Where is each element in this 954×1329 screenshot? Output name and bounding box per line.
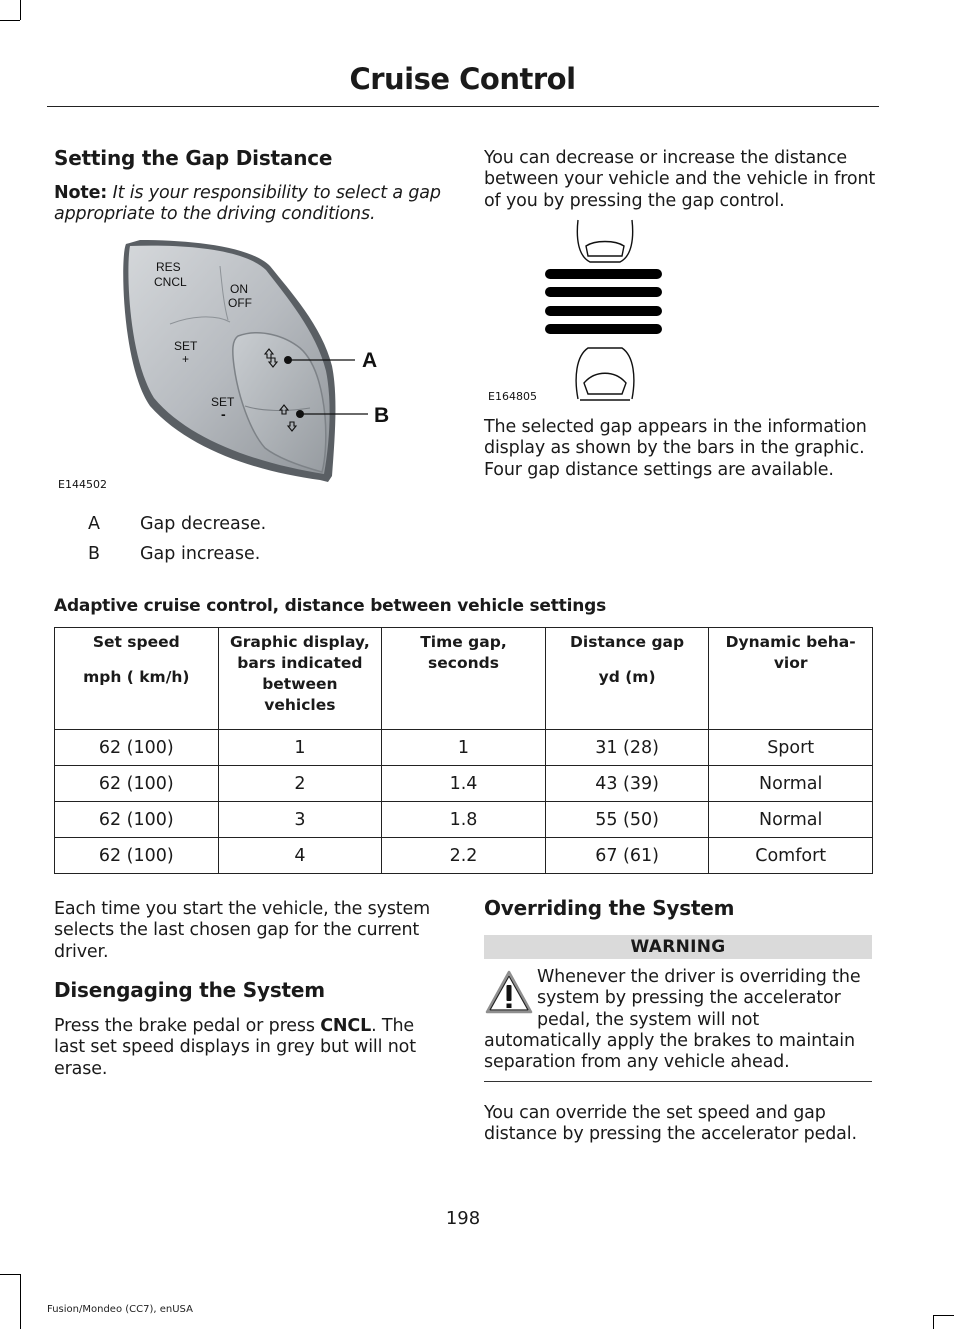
gap-control-intro: You can decrease or increase the distance between your vehicle and the vehicle in front of you by pressing the gap control.: [484, 148, 876, 211]
table-header-row: [55, 628, 873, 730]
header-set-speed: [55, 628, 219, 730]
crop-mark: [0, 20, 20, 21]
table-row: [55, 838, 873, 874]
cell-bars: 3: [218, 802, 382, 838]
header-sub: yd (m): [598, 668, 656, 686]
gap-bar: [545, 287, 662, 297]
title-divider: [47, 106, 879, 107]
header-graphic-display: [218, 628, 382, 730]
cell-distance-gap: 67 (61): [545, 838, 709, 874]
warning-divider: [484, 1081, 872, 1082]
legend-text: Gap increase.: [140, 544, 261, 564]
legend-item-a: [54, 509, 266, 539]
note: [54, 183, 449, 226]
cell-bars: 4: [218, 838, 382, 874]
warning-triangle-icon: [484, 967, 534, 1025]
disengaging-paragraph: [54, 1016, 449, 1080]
gap-bar: [545, 324, 662, 334]
steering-wheel-switch-figure: [110, 236, 410, 486]
override-paragraph: You can override the set speed and gap distance by pressing the accelerator pedal.: [484, 1103, 857, 1145]
header-main: Dynamic beha-vior: [725, 633, 856, 672]
section-heading-overriding: Overriding the System: [484, 896, 735, 920]
gap-display-figure: [540, 218, 670, 403]
cell-time-gap: 2.2: [382, 838, 546, 874]
vehicle-icon: [577, 220, 632, 262]
cell-set-speed: 62 (100): [55, 838, 219, 874]
cncl-label: CNCL: [154, 275, 187, 289]
cell-set-speed: 62 (100): [55, 730, 219, 766]
header-main: Time gap, seconds: [420, 633, 507, 672]
legend-key: A: [88, 514, 100, 534]
cell-set-speed: 62 (100): [55, 802, 219, 838]
crop-mark: [0, 1274, 20, 1275]
page-number: 198: [445, 1208, 481, 1229]
figure-code-switch: E144502: [58, 478, 107, 491]
cell-behavior: Sport: [709, 730, 873, 766]
table-title: Adaptive cruise control, distance between vehicle settings: [54, 596, 607, 616]
cell-distance-gap: 43 (39): [545, 766, 709, 802]
warning-text: Whenever the driver is overriding the system by pressing the accelerator pedal, the system will not automatically apply the brakes to maintain separation from any vehicle ahead.: [484, 967, 861, 1073]
disengaging-text: . The last set speed displays in grey but will not erase.: [54, 1016, 416, 1079]
section-heading-disengaging: Disengaging the System: [54, 978, 325, 1002]
cell-bars: 1: [218, 730, 382, 766]
note-text: It is your responsibility to select a gap appropriate to the driving conditions.: [54, 183, 441, 225]
gap-bar: [545, 269, 662, 279]
cell-time-gap: 1: [382, 730, 546, 766]
set-minus-label: SET: [211, 395, 235, 409]
cell-set-speed: 62 (100): [55, 766, 219, 802]
vehicle-icon: [576, 348, 634, 400]
header-dynamic-behavior: [709, 628, 873, 730]
figure-legend: [54, 509, 266, 569]
callout-b-label: B: [374, 404, 390, 427]
header-main: Graphic display, bars indicated between vehicles: [230, 633, 370, 714]
table-row: [55, 766, 873, 802]
header-main: Distance gap: [570, 633, 685, 651]
crop-mark: [933, 1315, 934, 1329]
cell-bars: 2: [218, 766, 382, 802]
cell-distance-gap: 31 (28): [545, 730, 709, 766]
set-plus-label: SET: [174, 339, 198, 353]
disengaging-text: Press the brake pedal or press: [54, 1016, 321, 1036]
plus-label: +: [182, 352, 190, 366]
crop-mark: [20, 0, 21, 20]
gap-settings-table: [54, 627, 873, 874]
cell-time-gap: 1.4: [382, 766, 546, 802]
header-time-gap: [382, 628, 546, 730]
cell-distance-gap: 55 (50): [545, 802, 709, 838]
legend-key: B: [88, 544, 101, 564]
callout-a-label: A: [362, 349, 378, 372]
cell-behavior: Normal: [709, 802, 873, 838]
on-label: ON: [230, 282, 248, 296]
header-main: Set speed: [92, 633, 180, 651]
legend-text: Gap decrease.: [140, 514, 267, 534]
gap-bar: [545, 306, 662, 316]
table-row: [55, 730, 873, 766]
cncl-emphasis: CNCL: [320, 1016, 372, 1036]
footer-text: Fusion/Mondeo (CC7), enUSA: [47, 1304, 193, 1315]
res-label: RES: [156, 260, 181, 274]
note-label: Note:: [54, 183, 108, 203]
table-row: [55, 802, 873, 838]
legend-item-b: [54, 539, 266, 569]
figure-code-gap-display: E164805: [488, 390, 537, 403]
off-label: OFF: [228, 296, 252, 310]
cell-time-gap: 1.8: [382, 802, 546, 838]
header-sub: mph ( km/h): [83, 668, 190, 686]
gap-display-description: The selected gap appears in the information display as shown by the bars in the graphic. Four gap distance settings are available.: [484, 417, 867, 480]
crop-mark: [20, 1274, 21, 1329]
crop-mark: [933, 1315, 954, 1316]
warning-header: WARNING: [484, 935, 872, 959]
cell-behavior: Normal: [709, 766, 873, 802]
last-gap-paragraph: Each time you start the vehicle, the system selects the last chosen gap for the current driver.: [54, 899, 431, 962]
minus-label: -: [221, 406, 226, 422]
cell-behavior: Comfort: [709, 838, 873, 874]
warning-box: [484, 967, 876, 1073]
header-distance-gap: [545, 628, 709, 730]
page-title: Cruise Control: [349, 62, 576, 96]
section-heading-gap-distance: Setting the Gap Distance: [54, 146, 333, 170]
